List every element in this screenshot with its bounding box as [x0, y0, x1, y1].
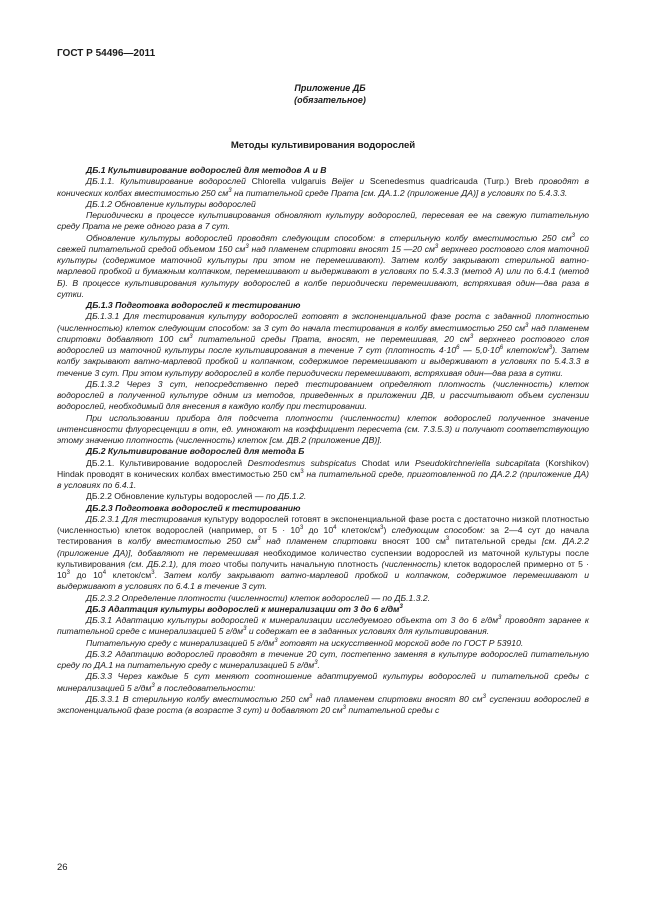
paragraph: Обновление культуры водорослей проводят следующим способом: в стерильную колбу вместимостью 250 $см^3$ со свежей питательной средой объемом 150 $см^3$ над пламенем спиртовки вносят 15 —20 $см^3$ верхнего ростового слоя маточной культуры (содержимое маточной культуры при этом не перемешивают). Затем колбу закрывают стерильной ватно-марлевой пробкой и бумажным колпачком, перемешивают и выдерживают в условиях по 5.4.3.3 (метод А) или по 6.4.1 (метод Б). В процессе культивирования культуру водорослей в колбе периодически перемешивают, встряхивая один—два раза в сутки.: [57, 232, 589, 299]
paragraph: ДБ.2.3.1 Для тестирования культуру водорослей готовят в экспоненциальной фазе роста с достаточно низкой плотностью (численностью) клеток водорослей (например, от $5 \cdot 10^3$ до $10^4$ клеток/$см^3$) следующим способом: за 2—4 сут до начала тестирования в колбу вместимостью 250 $см^3$ над пламенем спиртовки вносят 100 $см^3$ питательной среды [см. ДА.2.2 (приложение ДА)], добавляют не перемешивая необходимое количество суспензии водорослей из маточной культуры после культивирования (см. ДБ.2.1), для того чтобы получить начальную плотность (численность) клеток водорослей примерно от $5 \cdot 10^3$ до $10^4$ клеток/$см^3$. Затем колбу закрывают ватно-марлевой пробкой и колпачком, содержимое перемешивают и выдерживают в условиях по 6.4.1 в течение 3 сут.: [57, 513, 590, 592]
section-heading: ДБ.3 Адаптация культуры водорослей к минерализации от 3 до 6 $г/дм^3$: [86, 603, 403, 614]
paragraph: ДБ.3.1 Адаптацию культуры водорослей к минерализации исследуемого объекта от 3 до 6 $г/дм^3$ проводят заранее к питательной среде с минерализацией 5 $г/дм^3$ и содержат ее в заданных условиях для культивирования.: [57, 615, 590, 637]
annex-status: (обязательное): [294, 95, 366, 105]
paragraph: ДБ.3.3 Через каждые 5 сут меняют соотношение адаптируемой культуры водорослей и питательной среды с минерализацией 5 $г/дм^3$ в последовательности:: [57, 671, 589, 693]
section-heading: ДБ.1.3 Подготовка водорослей к тестированию: [86, 300, 301, 310]
paragraph: ДБ.1.3.2 Через 3 сут, непосредственно перед тестированием определяют плотность (численность) клеток водорослей в полученной культуре одним из методов, приведенных в приложении ДВ, и рассчитывают объем суспензии водорослей, необходимый для внесения в каждую колбу при тестировании.: [57, 378, 589, 412]
paragraph: ДБ.1.1. Культивирование водорослей Chlorella vulgaruis Beijer и Scenedesmus quadricauda (Turp.) Breb проводят в конических колбах вместимостью 250 $см^3$ на питательной среде Прата [см. ДА.1.2 (приложение ДА)] в условиях по 5.4.3.3.: [57, 176, 589, 198]
page-number: 26: [57, 862, 68, 873]
paragraph: ДБ.3.2 Адаптацию водорослей проводят в течение 20 сут, постепенно заменяя в культуре водорослей питательную среду по ДА.1 на питательную среду с минерализацией 5 $г/дм^3$.: [57, 648, 589, 670]
paragraph: ДБ.2.3.2 Определение плотности (численности) клеток водорослей — по ДБ.1.3.2.: [86, 592, 431, 603]
section-title: Методы культивирования водорослей: [230, 140, 416, 151]
annex-header: [280, 82, 380, 106]
paragraph: ДБ.1.3.1 Для тестирования культуру водорослей готовят в экспоненциальной фазе роста с заданной плотностью (численностью) клеток следующим способом: за 3 сут до начала тестирования в колбу вместимостью 250 $см^3$ над пламенем спиртовки добавляют 100 $см^3$ питательной среды Прата, вносят, не перемешивая, 20 $см^3$ верхнего ростового слоя водорослей из маточной культуры после культивирования в течение 7 сут (плотность $4\cdot 10^6$ — $5,0\cdot 10^6$ клеток/$см^3$). Затем колбу закрывают ватно-марлевой пробкой и колпачком, содержимое перемешивают и выдерживают в условиях по 5.4.3.3 в течение 3 сут. При этом культуру водорослей в колбе периодически перемешивают, встряхивая один—два раза в сутки.: [57, 311, 589, 378]
paragraph: ДБ.2.2 Обновление культуры водорослей — по ДБ.1.2.: [86, 491, 307, 502]
paragraph: ДБ.2.1. Культивирование водорослей Desmodesmus subspicatus Chodat или Pseudokirchneriella subcapitata (Korshikov) Hindak проводят в конических колбах вместимостью 250 $см^3$ на питательной среде, приготовленной по ДА.2.2 (приложение ДА) в условиях по 6.4.1.: [57, 457, 589, 490]
body-text: [57, 165, 589, 716]
paragraph: Питательную среду с минерализацией 5 $г/дм^3$ готовят на искусственной морской воде по ГОСТ Р 53910.: [86, 637, 524, 648]
section-heading: ДБ.2 Культивирование водорослей для метода Б: [86, 446, 305, 457]
paragraph: Периодически в процессе культивирования обновляют культуру водорослей, пересевая ее на свежую питательную среду Прата не реже одного раза в 7 сут.: [57, 210, 589, 232]
paragraph: ДБ.1.2 Обновление культуры водорослей: [86, 198, 256, 209]
section-heading: ДБ.1 Культивирование водорослей для методов А и В: [86, 165, 327, 175]
document-code: ГОСТ Р 54496—2011: [57, 48, 156, 59]
paragraph: При использовании прибора для подсчета плотности (численности) клеток водорослей полученное значение интенсивности флуоресценции в отн, ед. умножают на коэффициент пересчета (см. 7.3.5.3) и получают соответствующую этому значению плотность (численность) клеток [см. ДВ.2 (приложение ДВ)].: [57, 412, 589, 445]
section-heading: ДБ.2.3 Подготовка водорослей к тестированию: [86, 502, 301, 513]
paragraph: ДБ.3.3.1 В стерильную колбу вместимостью 250 $см^3$ над пламенем спиртовки вносят 80 $см^3$ суспензии водорослей в экспоненциальной фазе роста (в возрасте 3 сут) и добавляют 20 $см^3$ питательной среды с: [57, 693, 590, 715]
annex-title: Приложение ДБ: [294, 83, 366, 93]
